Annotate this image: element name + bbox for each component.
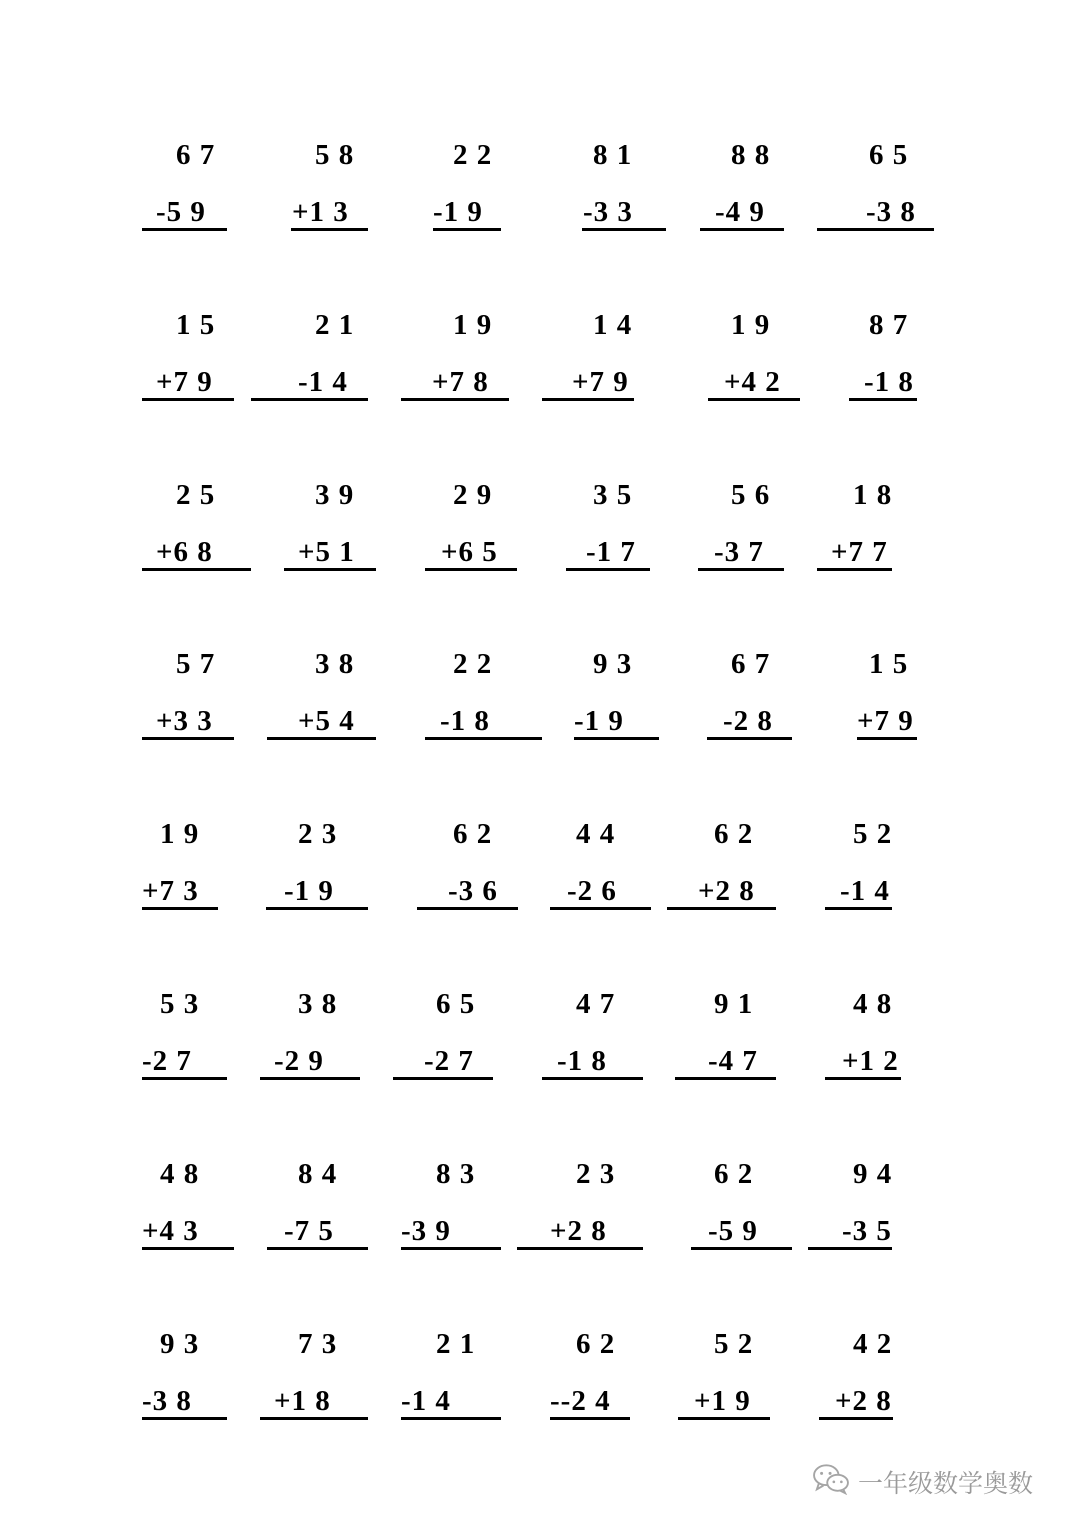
operand-with-sign: +4 3 bbox=[142, 1215, 199, 1247]
answer-line bbox=[142, 228, 227, 231]
operand-with-sign: -2 7 bbox=[142, 1045, 192, 1077]
answer-line bbox=[542, 1077, 643, 1080]
answer-line bbox=[517, 1247, 643, 1250]
top-number: 2 1 bbox=[436, 1328, 476, 1360]
top-number: 2 5 bbox=[176, 479, 216, 511]
top-number: 6 7 bbox=[176, 139, 216, 171]
answer-line bbox=[675, 1077, 776, 1080]
top-number: 1 8 bbox=[853, 479, 893, 511]
watermark bbox=[812, 1462, 1052, 1502]
wechat-icon bbox=[812, 1463, 850, 1501]
operand-with-sign: +1 8 bbox=[274, 1385, 331, 1417]
answer-line bbox=[708, 398, 800, 401]
top-number: 4 8 bbox=[853, 988, 893, 1020]
answer-line bbox=[707, 737, 792, 740]
operand-with-sign: -2 8 bbox=[723, 705, 773, 737]
operand-with-sign: -1 9 bbox=[574, 705, 624, 737]
operand-with-sign: -3 6 bbox=[448, 875, 498, 907]
operand-with-sign: +4 2 bbox=[724, 366, 781, 398]
operand-with-sign: +6 5 bbox=[441, 536, 498, 568]
answer-line bbox=[142, 737, 234, 740]
operand-with-sign: --2 4 bbox=[550, 1385, 611, 1417]
top-number: 8 7 bbox=[869, 309, 909, 341]
answer-line bbox=[819, 1417, 893, 1420]
operand-with-sign: +2 8 bbox=[698, 875, 755, 907]
operand-with-sign: +7 3 bbox=[142, 875, 199, 907]
operand-with-sign: -3 3 bbox=[583, 196, 633, 228]
operand-with-sign: +7 9 bbox=[572, 366, 629, 398]
top-number: 6 5 bbox=[436, 988, 476, 1020]
top-number: 1 4 bbox=[593, 309, 633, 341]
answer-line bbox=[825, 1077, 901, 1080]
operand-with-sign: -7 5 bbox=[284, 1215, 334, 1247]
top-number: 6 2 bbox=[576, 1328, 616, 1360]
answer-line bbox=[267, 1247, 368, 1250]
answer-line bbox=[574, 737, 659, 740]
operand-with-sign: +5 4 bbox=[298, 705, 355, 737]
answer-line bbox=[817, 228, 934, 231]
answer-line bbox=[849, 398, 917, 401]
answer-line bbox=[698, 568, 784, 571]
top-number: 8 3 bbox=[436, 1158, 476, 1190]
answer-line bbox=[260, 1077, 360, 1080]
answer-line bbox=[550, 1417, 630, 1420]
answer-line bbox=[425, 737, 542, 740]
top-number: 1 9 bbox=[160, 818, 200, 850]
top-number: 1 5 bbox=[869, 648, 909, 680]
operand-with-sign: -4 9 bbox=[715, 196, 765, 228]
top-number: 6 5 bbox=[869, 139, 909, 171]
answer-line bbox=[550, 907, 651, 910]
operand-with-sign: +6 8 bbox=[156, 536, 213, 568]
answer-line bbox=[825, 907, 892, 910]
top-number: 2 2 bbox=[453, 648, 493, 680]
answer-line bbox=[582, 228, 666, 231]
answer-line bbox=[142, 907, 218, 910]
top-number: 3 5 bbox=[593, 479, 633, 511]
top-number: 8 4 bbox=[298, 1158, 338, 1190]
top-number: 4 4 bbox=[576, 818, 616, 850]
operand-with-sign: -3 9 bbox=[401, 1215, 451, 1247]
answer-line bbox=[266, 907, 368, 910]
operand-with-sign: -1 4 bbox=[401, 1385, 451, 1417]
answer-line bbox=[817, 568, 892, 571]
operand-with-sign: +1 3 bbox=[292, 196, 349, 228]
answer-line bbox=[425, 568, 517, 571]
operand-with-sign: +2 8 bbox=[550, 1215, 607, 1247]
answer-line bbox=[417, 907, 518, 910]
top-number: 6 2 bbox=[453, 818, 493, 850]
top-number: 4 8 bbox=[160, 1158, 200, 1190]
operand-with-sign: +3 3 bbox=[156, 705, 213, 737]
operand-with-sign: -5 9 bbox=[708, 1215, 758, 1247]
operand-with-sign: +1 9 bbox=[694, 1385, 751, 1417]
operand-with-sign: +7 7 bbox=[831, 536, 888, 568]
operand-with-sign: -3 5 bbox=[842, 1215, 892, 1247]
answer-line bbox=[401, 398, 509, 401]
top-number: 2 3 bbox=[298, 818, 338, 850]
operand-with-sign: -3 7 bbox=[714, 536, 764, 568]
answer-line bbox=[251, 398, 368, 401]
operand-with-sign: -1 7 bbox=[586, 536, 636, 568]
operand-with-sign: -4 7 bbox=[708, 1045, 758, 1077]
answer-line bbox=[267, 737, 376, 740]
answer-line bbox=[808, 1247, 892, 1250]
top-number: 8 8 bbox=[731, 139, 771, 171]
answer-line bbox=[291, 228, 368, 231]
answer-line bbox=[260, 1417, 368, 1420]
top-number: 6 2 bbox=[714, 818, 754, 850]
top-number: 6 2 bbox=[714, 1158, 754, 1190]
operand-with-sign: -1 8 bbox=[864, 366, 914, 398]
answer-line bbox=[667, 907, 776, 910]
top-number: 7 3 bbox=[298, 1328, 338, 1360]
operand-with-sign: -2 6 bbox=[567, 875, 617, 907]
answer-line bbox=[142, 398, 234, 401]
answer-line bbox=[401, 1247, 501, 1250]
top-number: 3 9 bbox=[315, 479, 355, 511]
answer-line bbox=[542, 398, 634, 401]
top-number: 5 6 bbox=[731, 479, 771, 511]
top-number: 4 2 bbox=[853, 1328, 893, 1360]
top-number: 4 7 bbox=[576, 988, 616, 1020]
top-number: 5 2 bbox=[714, 1328, 754, 1360]
operand-with-sign: +2 8 bbox=[835, 1385, 892, 1417]
top-number: 9 4 bbox=[853, 1158, 893, 1190]
top-number: 5 7 bbox=[176, 648, 216, 680]
top-number: 8 1 bbox=[593, 139, 633, 171]
top-number: 2 3 bbox=[576, 1158, 616, 1190]
operand-with-sign: -1 4 bbox=[840, 875, 890, 907]
operand-with-sign: -1 9 bbox=[433, 196, 483, 228]
top-number: 5 3 bbox=[160, 988, 200, 1020]
operand-with-sign: -3 8 bbox=[866, 196, 916, 228]
operand-with-sign: -1 9 bbox=[284, 875, 334, 907]
answer-line bbox=[401, 1417, 501, 1420]
top-number: 2 1 bbox=[315, 309, 355, 341]
operand-with-sign: -1 4 bbox=[298, 366, 348, 398]
answer-line bbox=[857, 737, 917, 740]
operand-with-sign: +1 2 bbox=[842, 1045, 899, 1077]
operand-with-sign: -3 8 bbox=[142, 1385, 192, 1417]
answer-line bbox=[700, 228, 784, 231]
operand-with-sign: -2 7 bbox=[424, 1045, 474, 1077]
top-number: 1 5 bbox=[176, 309, 216, 341]
top-number: 3 8 bbox=[315, 648, 355, 680]
operand-with-sign: +7 8 bbox=[432, 366, 489, 398]
operand-with-sign: -1 8 bbox=[557, 1045, 607, 1077]
answer-line bbox=[142, 568, 251, 571]
operand-with-sign: +7 9 bbox=[156, 366, 213, 398]
top-number: 2 9 bbox=[453, 479, 493, 511]
answer-line bbox=[393, 1077, 493, 1080]
top-number: 9 3 bbox=[593, 648, 633, 680]
answer-line bbox=[678, 1417, 770, 1420]
top-number: 5 2 bbox=[853, 818, 893, 850]
top-number: 9 1 bbox=[714, 988, 754, 1020]
top-number: 9 3 bbox=[160, 1328, 200, 1360]
answer-line bbox=[284, 568, 376, 571]
top-number: 1 9 bbox=[453, 309, 493, 341]
top-number: 2 2 bbox=[453, 139, 493, 171]
top-number: 3 8 bbox=[298, 988, 338, 1020]
answer-line bbox=[142, 1247, 234, 1250]
top-number: 1 9 bbox=[731, 309, 771, 341]
top-number: 6 7 bbox=[731, 648, 771, 680]
operand-with-sign: +7 9 bbox=[857, 705, 914, 737]
answer-line bbox=[691, 1247, 792, 1250]
operand-with-sign: +5 1 bbox=[298, 536, 355, 568]
answer-line bbox=[142, 1077, 227, 1080]
answer-line bbox=[142, 1417, 227, 1420]
operand-with-sign: -2 9 bbox=[274, 1045, 324, 1077]
operand-with-sign: -1 8 bbox=[440, 705, 490, 737]
answer-line bbox=[433, 228, 501, 231]
operand-with-sign: -5 9 bbox=[156, 196, 206, 228]
answer-line bbox=[566, 568, 650, 571]
watermark-text: 一年级数学奥数 bbox=[858, 1469, 1034, 1498]
top-number: 5 8 bbox=[315, 139, 355, 171]
